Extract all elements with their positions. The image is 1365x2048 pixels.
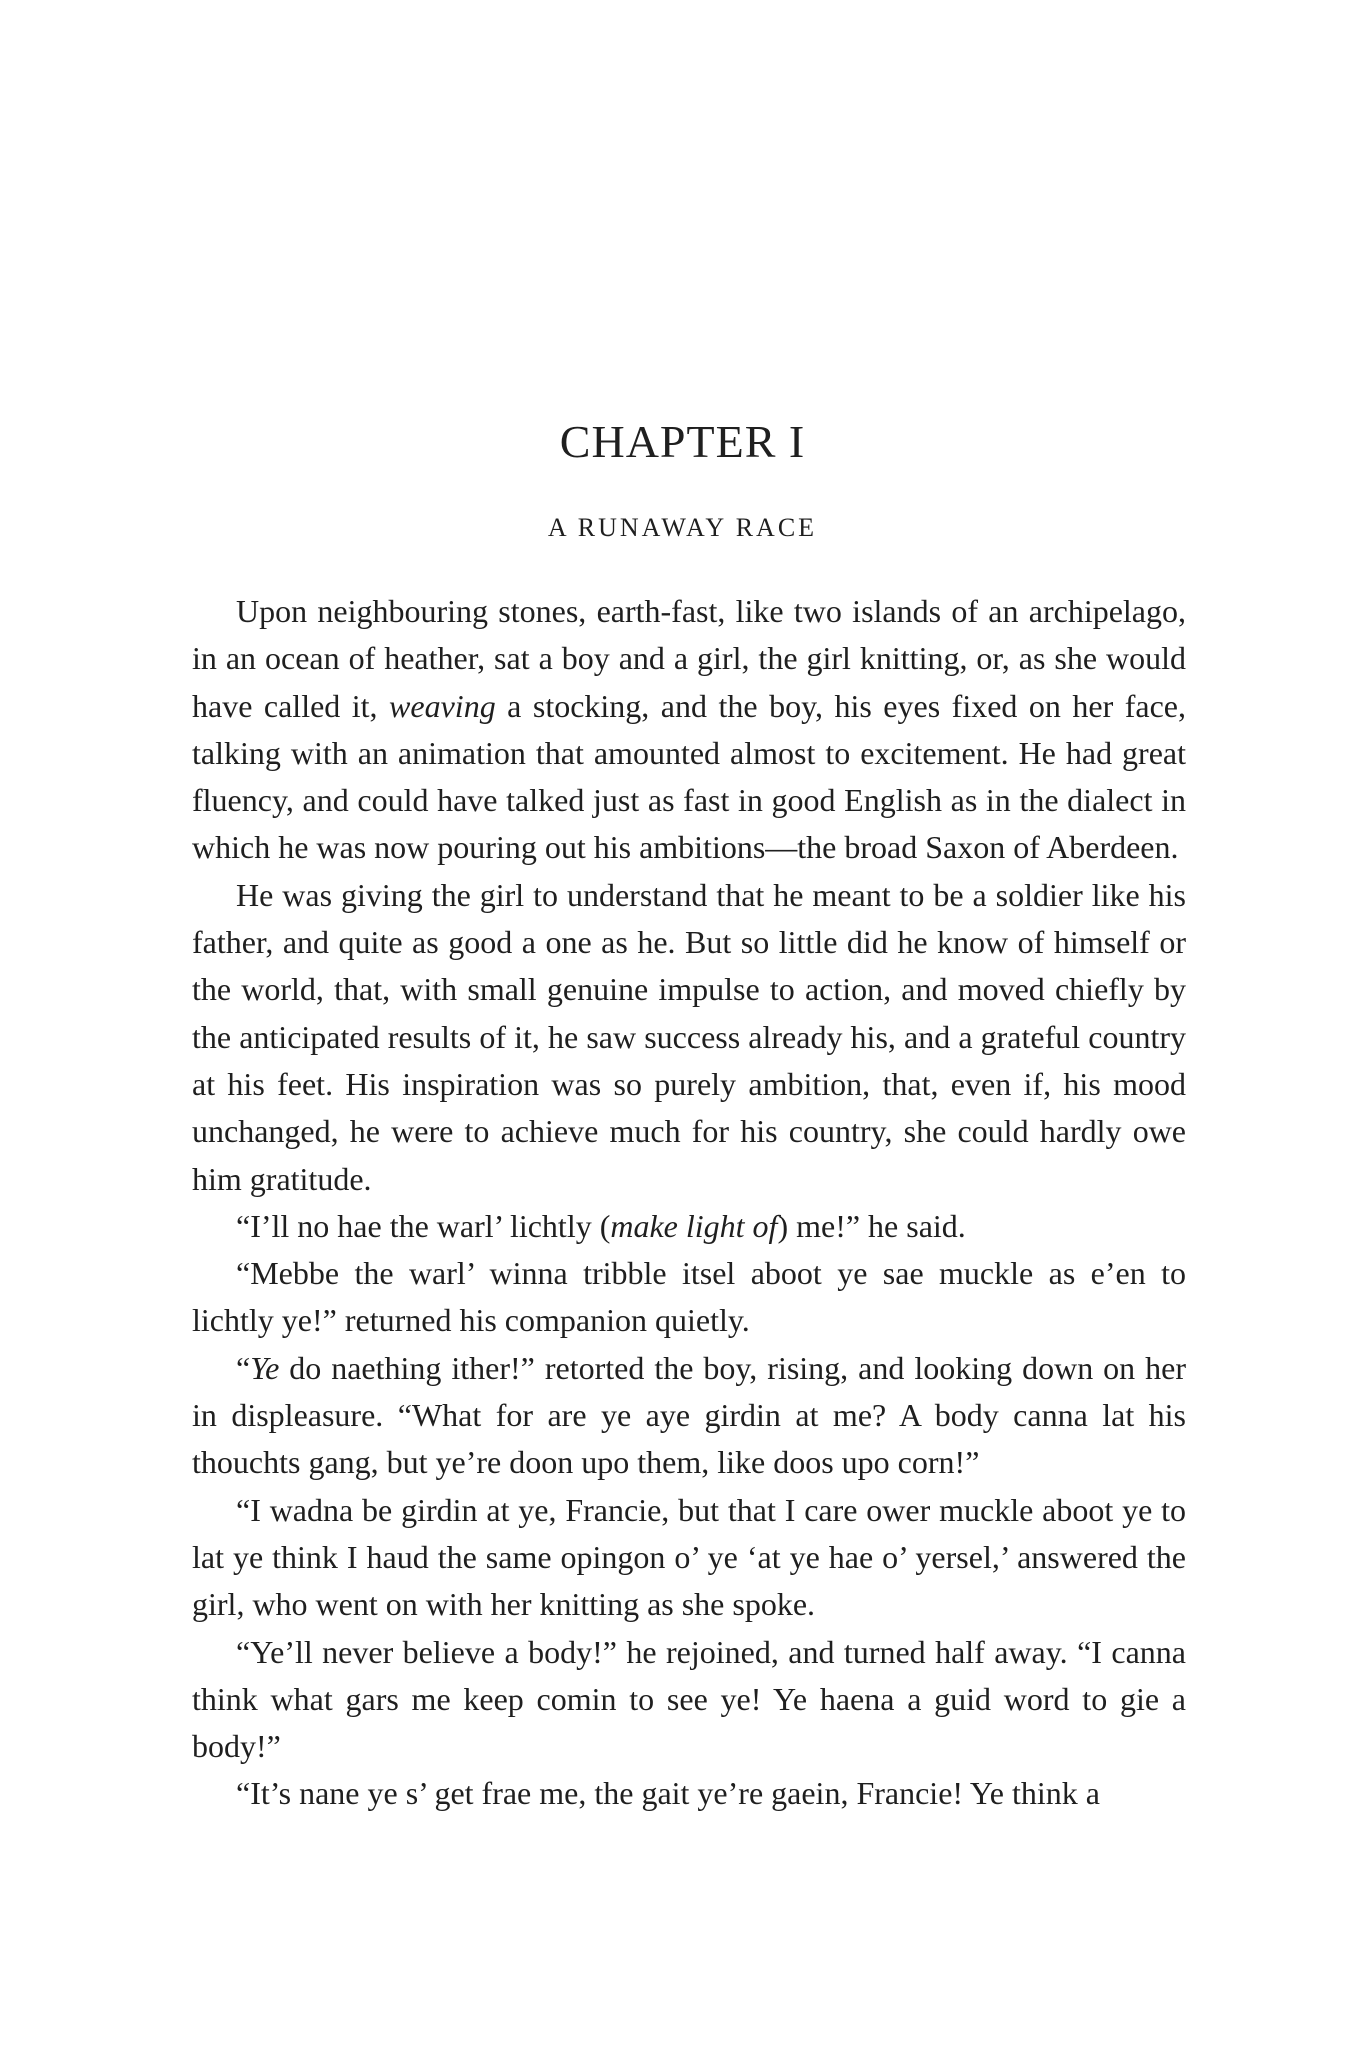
paragraph: He was giving the girl to understand that he meant to be a soldier like his father, and quite as good a one as he. But so little did he know of himself or the world, that, with small genuine impulse to action, and moved chiefly by the anticipated results of it, he saw success already his, and a grateful country at his feet. His inspiration was so purely ambition, that, even if, his mood unchanged, he were to achieve much for his country, she could hardly owe him gratitude. bbox=[192, 876, 1186, 1197]
chapter-body bbox=[192, 588, 1186, 1818]
emphasis: weaving bbox=[389, 687, 496, 724]
paragraph: “Ye’ll never believe a body!” he rejoined, and turned half away. “I canna think what gars me keep comin to see ye! Ye haena a guid word to gie a body!” bbox=[192, 1633, 1186, 1765]
paragraph: “Ye do naething ither!” retorted the boy, rising, and looking down on her in displeasure. “What for are ye aye girdin at me? A body canna lat his thouchts gang, but ye’re doon upo them, like doos upo corn!” bbox=[192, 1349, 1186, 1481]
paragraph: “I’ll no hae the warl’ lichtly (make light of) me!” he said. bbox=[236, 1207, 966, 1244]
chapter-subtitle: A RUNAWAY RACE bbox=[547, 513, 818, 542]
paragraph: “It’s nane ye s’ get frae me, the gait ye’re gaein, Francie! Ye think a bbox=[236, 1775, 1100, 1812]
emphasis: Ye bbox=[250, 1349, 280, 1386]
chapter-title: CHAPTER I bbox=[559, 416, 806, 467]
paragraph: “Mebbe the warl’ winna tribble itsel aboot ye sae muckle as e’en to lichtly ye!” returned his companion quietly. bbox=[192, 1255, 1186, 1339]
emphasis: make light of bbox=[610, 1207, 778, 1244]
paragraph: “I wadna be girdin at ye, Francie, but that I care ower muckle aboot ye to lat ye think I haud the same opingon o’ ye ‘at ye hae o’ yersel,’ answered the girl, who went on with her knitting as she spoke. bbox=[192, 1491, 1186, 1623]
paragraph: Upon neighbouring stones, earth-fast, like two islands of an archipelago, in an ocean of heather, sat a boy and a girl, the girl knitting, or, as she would have called it, weaving a stocking, and the boy, his eyes fixed on her face, talking with an animation that amounted almost to excitement. He had great fluency, and could have talked just as fast in good English as in the dialect in which he was now pouring out his ambitions—the broad Saxon of Aberdeen. bbox=[192, 593, 1187, 866]
